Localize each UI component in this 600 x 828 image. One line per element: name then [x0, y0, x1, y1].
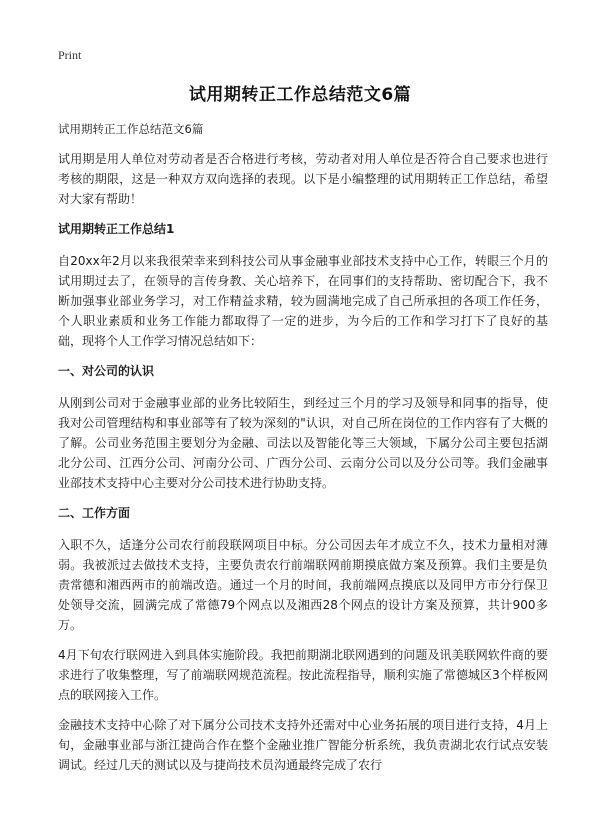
document-body	[58, 119, 548, 785]
subsection-heading-company: 一、对公司的认识	[58, 364, 155, 378]
work-paragraph-1: 入职不久，适逢分公司农行前段联网项目中标。分公司因去年才成立不久，技术力量相对薄弱。我被派过去做技术支持，主要负责农行前端联网前期摸底做方案及预算。我们主要是负责常德和湘西两市的前端改造。通过一个月的时间，我前端网点摸底以及同甲方市分行保卫处领导交流，圆满完成了常德79个网点以及湘西28个网点的设计方案及预算，共计900多万。	[58, 538, 548, 632]
document-subtitle: 试用期转正工作总结范文6篇	[58, 122, 204, 136]
company-paragraph: 从刚到公司对于金融事业部的业务比较陌生，到经过三个月的学习及领导和同事的指导，使我对公司管理结构和事业部等有了较为深刻的"认识，对自己所在岗位的工作内容有了大概的了解。公司业务范围主要划分为金融、司法以及智能化等三大领域，下属分公司主要包括湖北分公司、江西分公司、河南分公司、广西分公司、云南分公司以及分公司等。我们金融事业部技术支持中心主要对分公司技术进行协助支持。	[58, 396, 548, 490]
work-paragraph-2: 4月下旬农行联网进入到具体实施阶段。我把前期湖北联网遇到的问题及讯美联网软件商的要求进行了收集整理，写了前端联网规范流程。按此流程指导，顺利实施了常德城区3个样板网点的联网接入工作。	[58, 648, 548, 702]
page-title: 试用期转正工作总结范文6篇	[188, 85, 412, 105]
section-heading: 试用期转正工作总结1	[58, 222, 175, 236]
subsection-heading-work: 二、工作方面	[58, 506, 131, 520]
section1-paragraph: 自20xx年2月以来我很荣幸来到科技公司从事金融事业部技术支持中心工作，转眼三个月的试用期过去了，在领导的言传身教、关心培养下，在同事们的支持帮助、密切配合下，我不断加强事业部业务学习，对工作精益求精，较为圆满地完成了自己所承担的各项工作任务，个人职业素质和业务工作能力都取得了一定的进步，为今后的工作和学习打下了良好的基础，现将个人工作学习情况总结如下：	[58, 254, 548, 348]
work-paragraph-3: 金融技术支持中心除了对下属分公司技术支持外还需对中心业务拓展的项目进行支持，4月上旬，金融事业部与浙江捷尚合作在整个金融业推广智能分析系统，我负责湖北农行试点安装调试。经过几天的测试以及与捷尚技术员沟通最终完成了农行	[58, 718, 548, 772]
print-label[interactable]: Print	[58, 48, 82, 62]
intro-paragraph: 试用期是用人单位对劳动者是否合格进行考核，劳动者对用人单位是否符合自己要求也进行考核的期限，这是一种双方双向选择的表现。以下是小编整理的试用期转正工作总结，希望对大家有帮助！	[58, 152, 548, 206]
